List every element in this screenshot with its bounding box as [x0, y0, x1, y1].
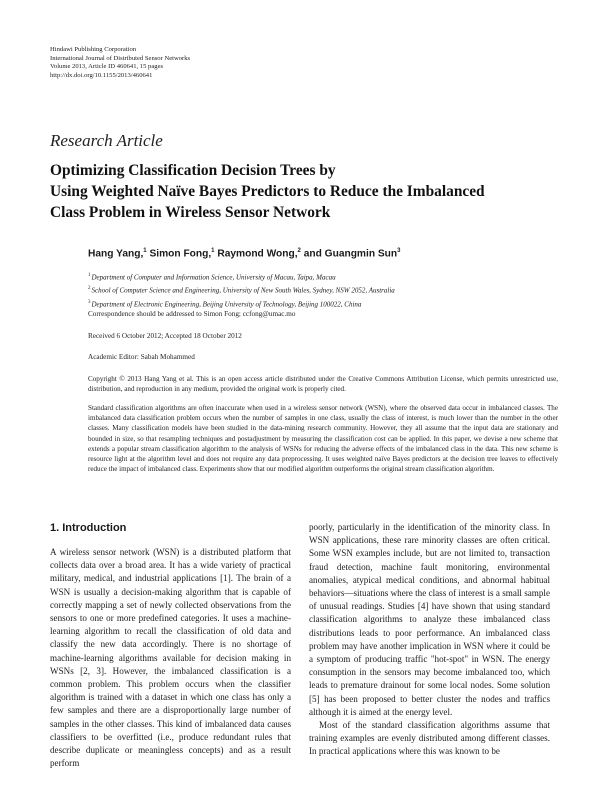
body-paragraph: Most of the standard classification algorithms assume that training examples are evenly distributed among different classes. In practical applications where this was known to be — [309, 720, 550, 757]
affiliation: $^1$Department of Computer and Information Science, University of Macau, Taipa, Macau — [88, 273, 336, 282]
author-affil-mark: 1 — [143, 248, 147, 254]
correspondence-line: Correspondence should be addressed to Simon Fong; ccfong@umac.mo — [88, 310, 296, 318]
title-line: Optimizing Classification Decision Trees by — [50, 162, 336, 179]
author-affil-mark: 3 — [397, 248, 401, 254]
author-name: Hang Yang, — [88, 248, 144, 260]
author-affil-mark: 1 — [211, 248, 215, 254]
author-name: and Guangmin Sun — [303, 248, 398, 260]
body-column-left — [50, 521, 291, 770]
article-type: Research Article — [50, 131, 163, 150]
author-name: Simon Fong, — [149, 248, 212, 260]
affiliation: $^2$School of Computer Science and Engineering, University of New South Wales, Sydney, NSW 2052, Australia — [88, 286, 395, 295]
copyright-notice: Copyright © 2013 Hang Yang et al. This is an open access article distributed under the Creative Commons Attribution License, which permits unrestricted use, distribution, and reproduction in any medium, provided the original work is properly cited. — [88, 375, 558, 394]
abstract: Standard classification algorithms are often inaccurate when used in a wireless sensor network (WSN), where the observed data occur in imbalanced classes. The imbalanced data classification problem occurs when the number of samples in one class, usually the class of interest, is much lower than the number in the other classes. Many classification models have been studied in the data-mining research community. However, they all assume that the input data are stationary and bounded in size, so that resampling techniques and postadjustment by measuring the classification cost can be applied. In this paper, we devise a new scheme that extends a popular stream classification algorithm to the analysis of WSNs for reducing the adverse effects of the imbalanced class in the data. This new scheme is resource light at the algorithm level and does not require any data preprocessing. It uses weighted naïve Bayes predictors at the decision tree leaves to effectively reduce the impact of imbalanced class. Experiments show that our modified algorithm outperforms the original stream classification algorithm. — [88, 404, 558, 474]
volume-line: Volume 2013, Article ID 460641, 15 pages — [50, 63, 164, 71]
body-paragraph: poorly, particularly in the identification of the minority class. In WSN applications, these rare minority classes are often critical. Some WSN examples include, but are not limited to, transaction fraud detection, machine fault monitoring, environmental anomalies, atypical medical conditions, and abnormal habitual behaviors—situations where the class of interest is a small sample of unusual readings. Studies [4] have shown that using standard classification algorithms to analyze these imbalanced class distributions leads to poor performance. An imbalanced class problem may have another implication in WSN where it could be a symptom of producing traffic "hot-spot" in WSN. The energy consumption in the sensors may become imbalanced too, which leads to premature drainout for some local nodes. Some solution [5] has been proposed to better cluster the nodes and traffics although it is aimed at the energy level. — [309, 522, 550, 717]
journal-line: International Journal of Distributed Sensor Networks — [50, 54, 191, 62]
editor-line: Academic Editor: Sabah Mohammed — [88, 353, 195, 361]
title-line: Using Weighted Naïve Bayes Predictors to Reduce the Imbalanced — [50, 183, 485, 200]
paper-title — [50, 160, 580, 223]
author-affil-mark: 2 — [297, 248, 301, 254]
doi-link[interactable]: http://dx.doi.org/10.1155/2013/460641 — [50, 71, 153, 79]
author-list — [88, 248, 400, 259]
author-name: Raymond Wong, — [217, 248, 298, 260]
section-heading: 1. Introduction — [50, 522, 127, 534]
dates-line: Received 6 October 2012; Accepted 18 October 2012 — [88, 332, 242, 340]
title-line: Class Problem in Wireless Sensor Network — [50, 204, 331, 221]
body-paragraph: A wireless sensor network (WSN) is a distributed platform that collects data over a broad area. It has a wide variety of practical military, medical, and industrial applications [1]. The brain of a WSN is usually a decision-making algorithm that is capable of correctly mapping a set of newly collected observations from the sensors to one or more predefined categories. It uses a machine-learning algorithm to recall the classification of old data and classify the new data accordingly. There is no shortage of machine-learning algorithms available for decision making in WSNs [2, 3]. However, the imbalanced classification is a common problem. This problem occurs when the classifier algorithm is trained with a dataset in which one class has only a few samples and there are a disproportionally large number of samples in the other classes. This kind of imbalanced data causes classifiers to be overfitted (i.e., produce redundant rules that describe duplicate or meaningless concepts) and as a result perform — [50, 547, 291, 769]
affiliation-list — [88, 270, 395, 310]
publisher-line: Hindawi Publishing Corporation — [50, 46, 137, 53]
journal-header — [50, 46, 190, 80]
body-column-right — [309, 521, 550, 759]
affiliation: $^3$Department of Electronic Engineering, Beijing University of Technology, Beijing 100022, China — [88, 299, 362, 308]
